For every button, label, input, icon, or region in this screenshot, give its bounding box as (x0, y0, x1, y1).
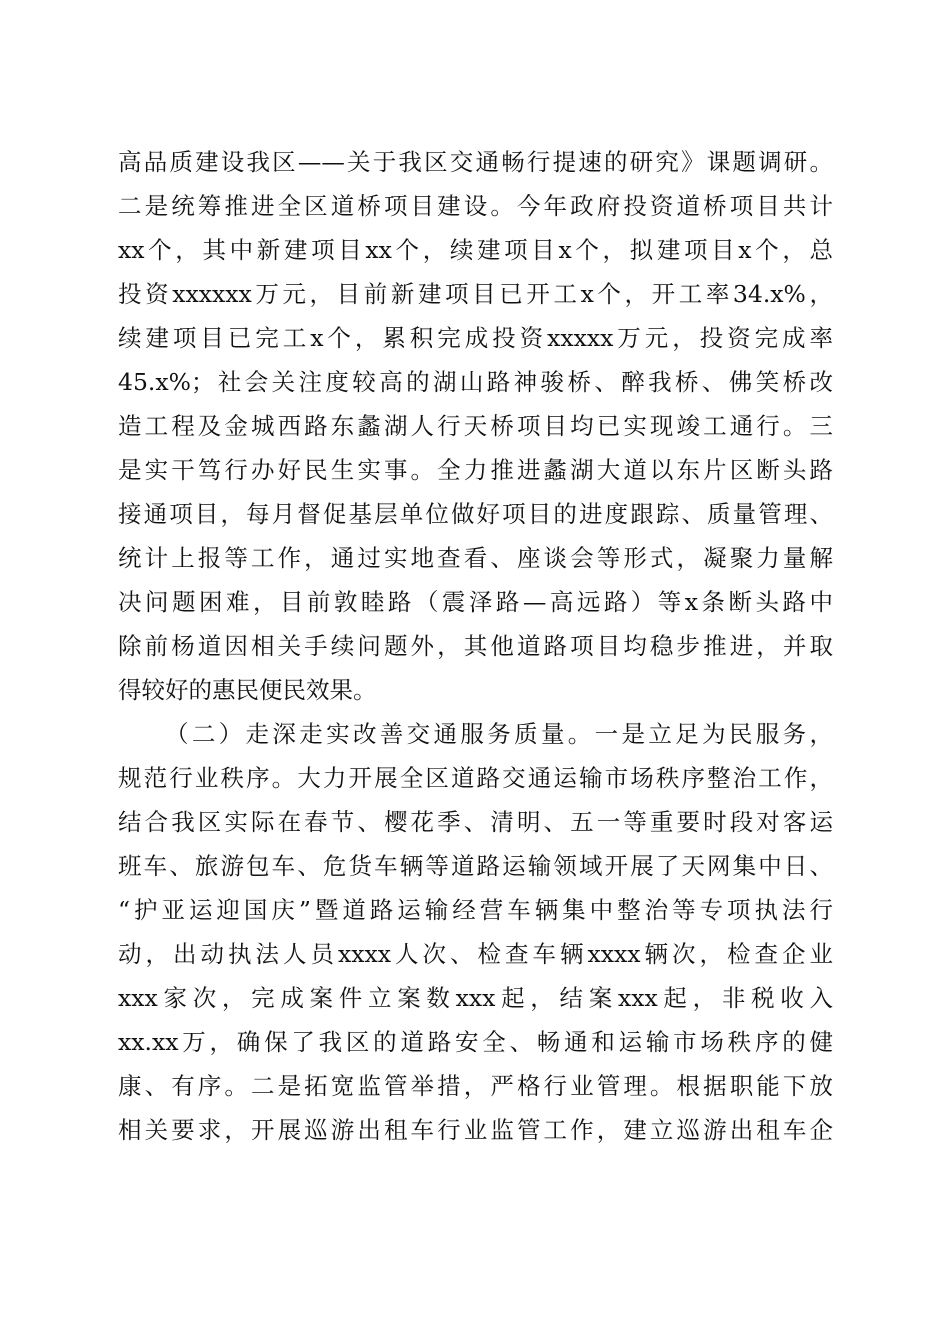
section-heading-line: （二）走深走实改善交通服务质量。一是立足为民服务， (165, 720, 833, 748)
text-line: 接通项目，每月督促基层单位做好项目的进度跟踪、质量管理、 (118, 500, 833, 528)
text-line: 决问题困难，目前敦睦路（震泽路—高远路）等x条断头路中 (118, 588, 833, 616)
text-line: 造工程及金城西路东蠡湖人行天桥项目均已实现竣工通行。三 (118, 412, 833, 440)
paragraph-end-line: 得较好的惠民便民效果。 (118, 676, 377, 704)
text-line: 相关要求，开展巡游出租车行业监管工作，建立巡游出租车企 (118, 1116, 833, 1144)
body-text (118, 140, 833, 1152)
text-line: 除前杨道因相关手续问题外，其他道路项目均稳步推进，并取 (118, 632, 833, 660)
text-line: 续建项目已完工x个，累积完成投资xxxxx万元，投资完成率 (118, 324, 833, 352)
text-line: 统计上报等工作，通过实地查看、座谈会等形式，凝聚力量解 (118, 544, 833, 572)
text-line: 班车、旅游包车、危货车辆等道路运输领域开展了天网集中日、 (118, 852, 833, 880)
text-line: “护亚运迎国庆”暨道路运输经营车辆集中整治等专项执法行 (118, 896, 833, 924)
text-line: 45.x%；社会关注度较高的湖山路神骏桥、醉我桥、佛笑桥改 (118, 368, 833, 396)
text-line: 高品质建设我区——关于我区交通畅行提速的研究》课题调研。 (118, 148, 833, 176)
text-line: 投资xxxxxx万元，目前新建项目已开工x个，开工率34.x%， (118, 280, 833, 308)
text-line: xxx家次，完成案件立案数xxx起，结案xxx起，非税收入 (118, 984, 833, 1012)
text-line: xx个，其中新建项目xx个，续建项目x个，拟建项目x个，总 (118, 236, 833, 264)
text-line: 规范行业秩序。大力开展全区道路交通运输市场秩序整治工作， (118, 764, 833, 792)
text-line: 动，出动执法人员xxxx人次、检查车辆xxxx辆次，检查企业 (118, 940, 833, 968)
text-line: 康、有序。二是拓宽监管举措，严格行业管理。根据职能下放 (118, 1072, 833, 1100)
text-line: 结合我区实际在春节、樱花季、清明、五一等重要时段对客运 (118, 808, 833, 836)
text-line: xx.xx万，确保了我区的道路安全、畅通和运输市场秩序的健 (118, 1028, 833, 1056)
text-line: 是实干笃行办好民生实事。全力推进蠡湖大道以东片区断头路 (118, 456, 833, 484)
text-line: 二是统筹推进全区道桥项目建设。今年政府投资道桥项目共计 (118, 192, 833, 220)
